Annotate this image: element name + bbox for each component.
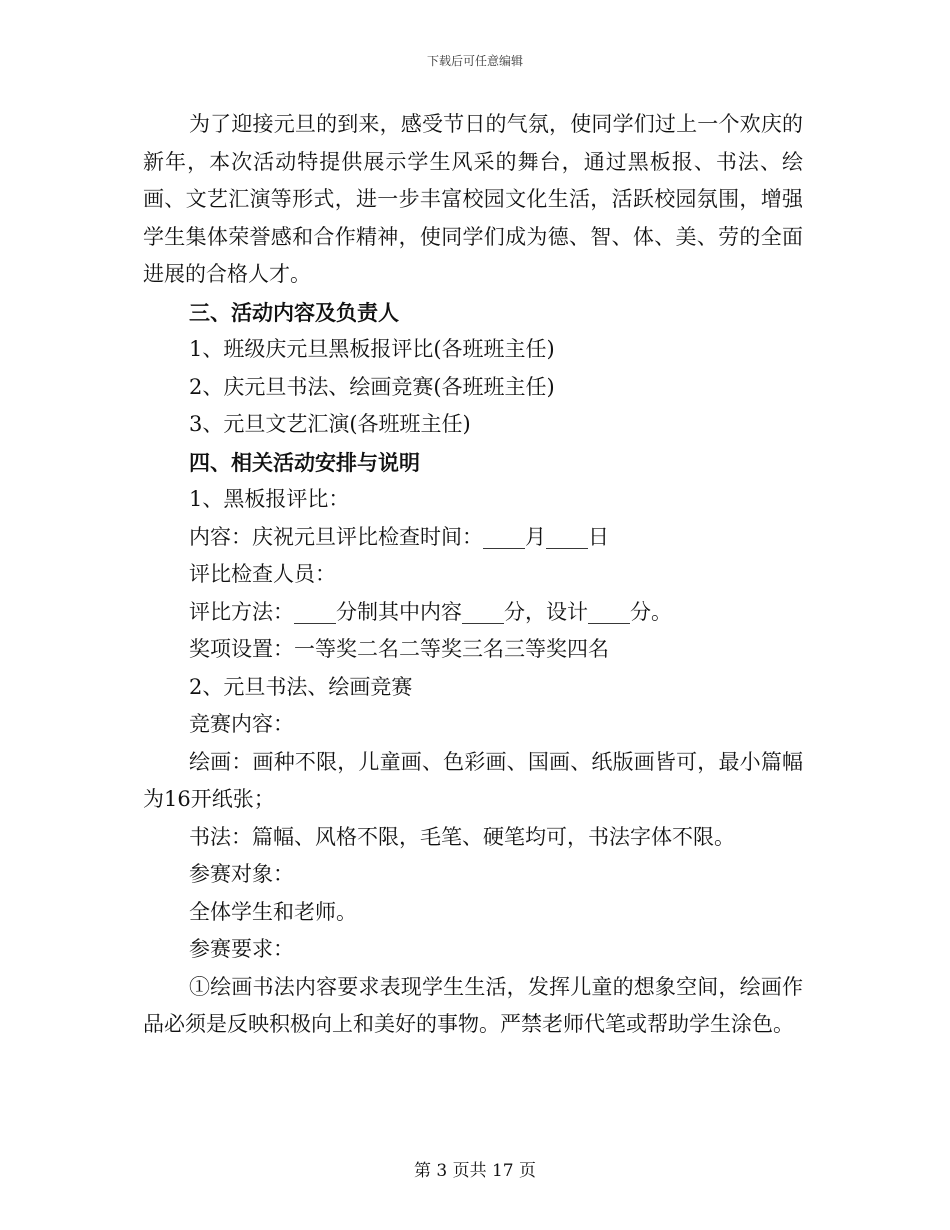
blackboard-title: 1、黑板报评比： <box>189 487 350 511</box>
painting-paragraph: 绘画：画种不限，儿童画、色彩画、国画、纸版画皆可，最小篇幅为16开纸张； <box>143 749 803 811</box>
contest-title: 2、元旦书法、绘画竞赛 <box>189 674 413 699</box>
calligraphy-line: 书法：篇幅、风格不限，毛笔、硬笔均可，书法字体不限。 <box>189 824 735 849</box>
list-item-2: 2、庆元旦书法、绘画竞赛(各班班主任) <box>189 374 555 399</box>
list-item-1: 1、班级庆元旦黑板报评比(各班班主任) <box>189 337 555 361</box>
participants-line: 全体学生和老师。 <box>189 899 357 924</box>
awards-line: 奖项设置：一等奖二名二等奖三名三等奖四名 <box>189 637 609 661</box>
participants-label: 参赛对象： <box>189 862 294 886</box>
contest-content-label: 竞赛内容： <box>189 712 294 736</box>
list-item-3: 3、元旦文艺汇演(各班班主任) <box>189 412 471 436</box>
requirement-1-paragraph: ①绘画书法内容要求表现学生生活，发挥儿童的想象空间，绘画作品必须是反映积极向上和美好的事物。严禁老师代笔或帮助学生涂色。 <box>143 974 803 1036</box>
page-header: 下载后可任意编辑 <box>426 54 523 68</box>
blackboard-content: 内容：庆祝元旦评比检查时间：____月____日 <box>189 524 609 549</box>
page-number: 第 3 页共 17 页 <box>413 1161 537 1181</box>
requirements-label: 参赛要求： <box>189 937 294 961</box>
document-body <box>143 106 803 1044</box>
method-line: 评比方法：____分制其中内容____分，设计____分。 <box>189 599 672 624</box>
intro-paragraph: 为了迎接元旦的到来，感受节日的气氛，使同学们过上一个欢庆的新年，本次活动特提供展示学生风采的舞台，通过黑板报、书法、绘画、文艺汇演等形式，进一步丰富校园文化生活，活跃校园氛围，增强学生集体荣誉感和合作精神，使同学们成为德、智、体、美、劳的全面进展的合格人才。 <box>143 112 803 286</box>
inspectors-line: 评比检查人员： <box>189 562 336 586</box>
section-heading-3: 三、活动内容及负责人 <box>189 299 399 325</box>
section-heading-4: 四、相关活动安排与说明 <box>189 449 420 475</box>
